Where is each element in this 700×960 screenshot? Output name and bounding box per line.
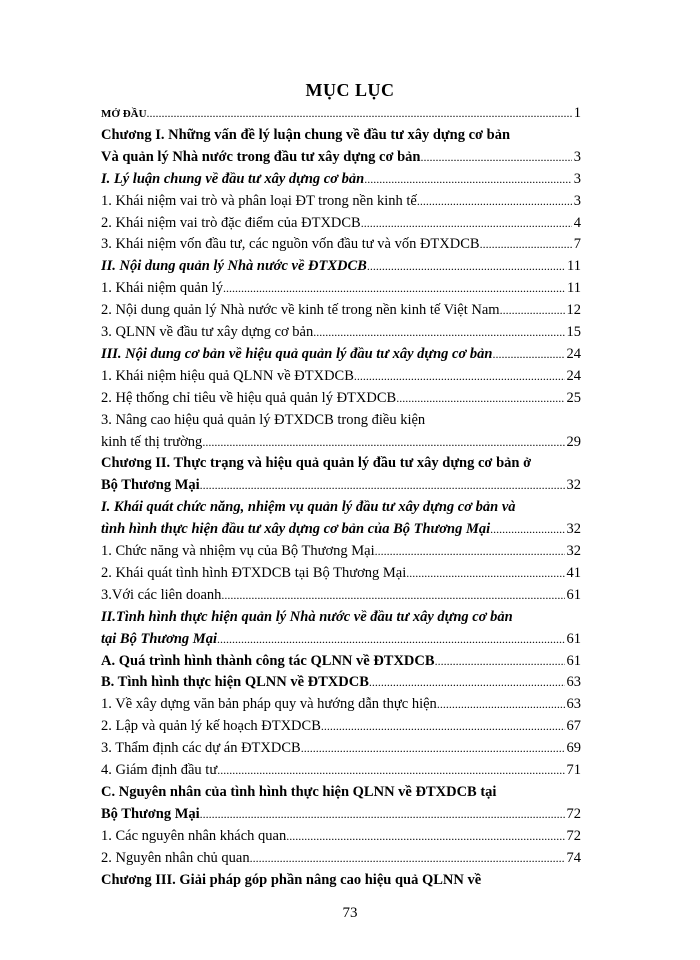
toc-entry[interactable]: 3. Khái niệm vốn đầu tư, các nguồn vốn đầu tư và vốn ĐTXDCB ..... 7 [101,233,581,255]
toc-entry[interactable]: 2. Khái quát tình hình ĐTXDCB tại Bộ Thương Mại ..... 41 [101,562,581,584]
toc-entry[interactable]: 2. Khái niệm vai trò đặc điểm của ĐTXDCB ..... 4 [101,212,581,234]
toc-entry[interactable]: Chương II. Thực trạng và hiệu quả quản lý đầu tư xây dựng cơ bản ở [101,455,532,471]
toc-entry[interactable]: 1. Khái niệm hiệu quả QLNN về ĐTXDCB ..... 24 [101,365,581,387]
toc-entry[interactable]: 3. Nâng cao hiệu quả quản lý ĐTXDCB trong điều kiện [101,412,426,428]
toc-entry[interactable]: 3. QLNN về đầu tư xây dựng cơ bản ..... 15 [101,321,581,343]
toc-entry[interactable]: 2. Nguyên nhân chủ quan ..... 74 [101,847,581,869]
toc-entry[interactable]: Chương I. Những vấn đề lý luận chung về đầu tư xây dựng cơ bản [101,127,511,143]
toc-entry[interactable] [101,869,581,891]
toc-entry[interactable]: B. Tình hình thực hiện QLNN về ĐTXDCB ..... 63 [101,671,581,693]
toc-entry[interactable]: C. Nguyên nhân của tình hình thực hiện QLNN về ĐTXDCB tại [101,784,497,800]
toc-entry[interactable]: I. Khái quát chức năng, nhiệm vụ quản lý đầu tư xây dựng cơ bản và [101,499,516,515]
toc-entry[interactable]: II.Tình hình thực hiện quản lý Nhà nước về đầu tư xây dựng cơ bản [101,609,513,625]
toc-entry[interactable]: kinh tế thị trường ..... 29 [101,431,581,453]
toc-entry[interactable]: II. Nội dung quản lý Nhà nước về ĐTXDCB ..... 11 [101,255,581,277]
toc-entry[interactable]: 1. Chức năng và nhiệm vụ của Bộ Thương Mại ..... 32 [101,540,581,562]
toc-entry[interactable]: tình hình thực hiện đầu tư xây dựng cơ bản của Bộ Thương Mại ..... 32 [101,518,581,540]
toc-entry[interactable]: 3.Với các liên doanh ..... 61 [101,584,581,606]
toc-entry[interactable]: 1. Các nguyên nhân khách quan ..... 72 [101,825,581,847]
toc-entry[interactable]: 1. Về xây dựng văn bản pháp quy và hướng dẫn thực hiện ..... 63 [101,693,581,715]
toc-entry[interactable]: 2. Nội dung quản lý Nhà nước về kinh tế trong nền kinh tế Việt Nam ..... 12 [101,299,581,321]
toc-entry[interactable]: 1. Khái niệm quản lý ..... 11 [101,277,581,299]
toc-entry[interactable]: Bộ Thương Mại ..... 72 [101,803,581,825]
toc-entry[interactable]: Và quản lý Nhà nước trong đầu tư xây dựng cơ bản ..... 3 [101,146,581,168]
toc-entry[interactable]: MỞ ĐẦU ..... 1 [101,102,581,124]
toc-entry[interactable]: 2. Hệ thống chỉ tiêu về hiệu quả quản lý ĐTXDCB ..... 25 [101,387,581,409]
toc-entry[interactable]: tại Bộ Thương Mại ..... 61 [101,628,581,650]
toc-entry[interactable]: A. Quá trình hình thành công tác QLNN về ĐTXDCB ..... 61 [101,650,581,672]
toc-entry[interactable]: 4. Giám định đầu tư ..... 71 [101,759,581,781]
toc-entry[interactable]: 1. Khái niệm vai trò và phân loại ĐT trong nền kinh tế ..... 3 [101,190,581,212]
toc-entry[interactable]: 2. Lập và quản lý kế hoạch ĐTXDCB ..... 67 [101,715,581,737]
toc-entry[interactable]: Bộ Thương Mại ..... 32 [101,474,581,496]
toc-entry[interactable]: I. Lý luận chung về đầu tư xây dựng cơ bản ..... 3 [101,168,581,190]
toc-entry[interactable]: 3. Thẩm định các dự án ĐTXDCB ..... 69 [101,737,581,759]
toc-title: MỤC LỤC [305,80,395,100]
toc-entry-text: Chương III. Giải pháp góp phần nâng cao hiệu quả QLNN về [101,872,482,888]
toc-entry[interactable]: III. Nội dung cơ bản về hiệu quả quản lý đầu tư xây dựng cơ bản ..... 24 [101,343,581,365]
page-number: 73 [342,905,358,921]
